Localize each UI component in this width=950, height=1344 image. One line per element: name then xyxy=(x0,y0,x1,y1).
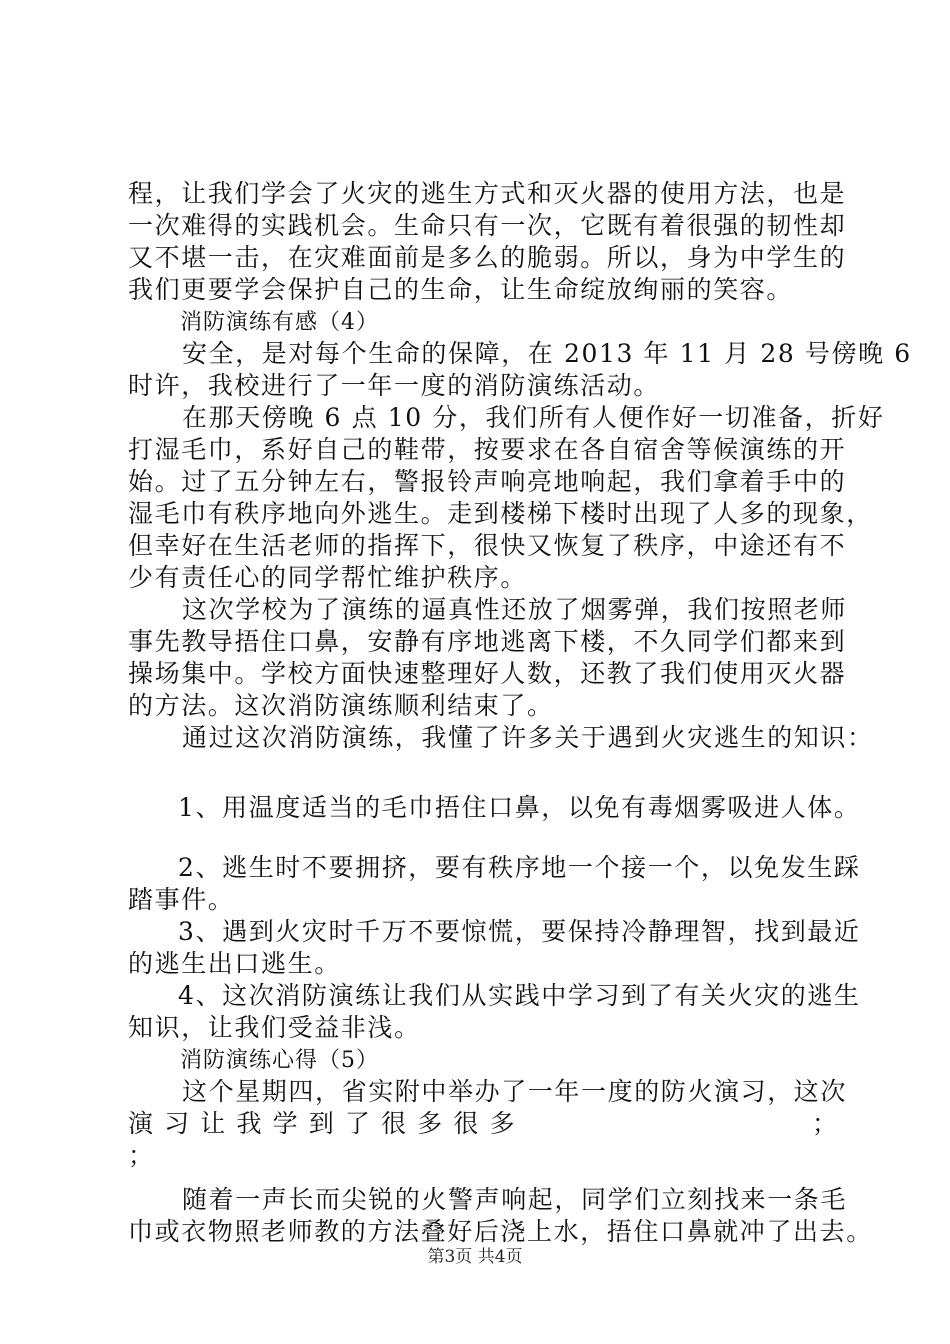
text-line: 时许，我校进行了一年一度的消防演练活动。 xyxy=(128,371,661,400)
text-line: 这次学校为了演练的逼真性还放了烟雾弹，我们按照老师 xyxy=(182,595,848,624)
list-item: 1、用温度适当的毛巾捂住口鼻，以免有毒烟雾吸进人体。 xyxy=(178,793,861,822)
text-line: 的方法。这次消防演练顺利结束了。 xyxy=(128,691,554,720)
text-line: 少有责任心的同学帮忙维护秩序。 xyxy=(128,563,528,592)
list-item: 4、这次消防演练让我们从实践中学习到了有关火灾的逃生 xyxy=(178,981,861,1010)
text-line: 程，让我们学会了火灾的逃生方式和灭火器的使用方法，也是 xyxy=(128,179,847,208)
text-line: 事先教导捂住口鼻，安静有序地逃离下楼，不久同学们都来到 xyxy=(128,627,847,656)
text-line: 安全，是对每个生命的保障，在 2013 年 11 月 28 号傍晚 6 xyxy=(182,339,912,368)
text-line: 在那天傍晚 6 点 10 分，我们所有人便作好一切准备，折好 xyxy=(182,403,885,432)
text-line: 始。过了五分钟左右，警报铃声响亮地响起，我们拿着手中的 xyxy=(128,467,847,496)
text-line: 知识，让我们受益非浅。 xyxy=(128,1013,421,1042)
text-line: 又不堪一击，在灾难面前是多么的脆弱。所以，身为中学生的 xyxy=(128,243,847,272)
text-line: 踏事件。 xyxy=(128,885,235,914)
text-line: 一次难得的实践机会。生命只有一次，它既有着很强的韧性却 xyxy=(128,211,847,240)
list-item: 3、遇到火灾时千万不要惊慌，要保持冷静理智，找到最近 xyxy=(178,917,861,946)
page-footer: 第3页 共4页 xyxy=(427,1247,523,1267)
text-line: 湿毛巾有秩序地向外逃生。走到楼梯下楼时出现了人多的现象， xyxy=(128,499,873,528)
section-heading: 消防演练心得（5） xyxy=(180,1048,379,1073)
text-line: 的逃生出口逃生。 xyxy=(128,949,341,978)
text-line: 随着一声长而尖锐的火警声响起，同学们立刻找来一条毛 xyxy=(182,1185,848,1214)
text-line: 这个星期四，省实附中举办了一年一度的防火演习，这次 xyxy=(182,1077,848,1106)
text-line: 通过这次消防演练，我懂了许多关于遇到火灾逃生的知识： xyxy=(182,723,874,752)
list-item: 2、逃生时不要拥挤，要有秩序地一个接一个，以免发生踩 xyxy=(178,853,861,882)
text-line: 操场集中。学校方面快速整理好人数，还教了我们使用灭火器 xyxy=(128,659,847,688)
text-line: 我们更要学会保护自己的生命，让生命绽放绚丽的笑容。 xyxy=(128,275,794,304)
text-line: 但幸好在生活老师的指挥下，很快又恢复了秩序，中途还有不 xyxy=(128,531,847,560)
text-line: ； xyxy=(812,1109,839,1138)
text-line: 演 习 让 我 学 到 了 很 多 很 多 xyxy=(128,1109,517,1138)
section-heading: 消防演练有感（4） xyxy=(180,310,379,335)
text-line: 巾或衣物照老师教的方法叠好后浇上水，捂住口鼻就冲了出去。 xyxy=(128,1217,873,1246)
text-line: 打湿毛巾，系好自己的鞋带，按要求在各自宿舍等候演练的开 xyxy=(128,435,847,464)
text-line: ； xyxy=(128,1141,155,1170)
